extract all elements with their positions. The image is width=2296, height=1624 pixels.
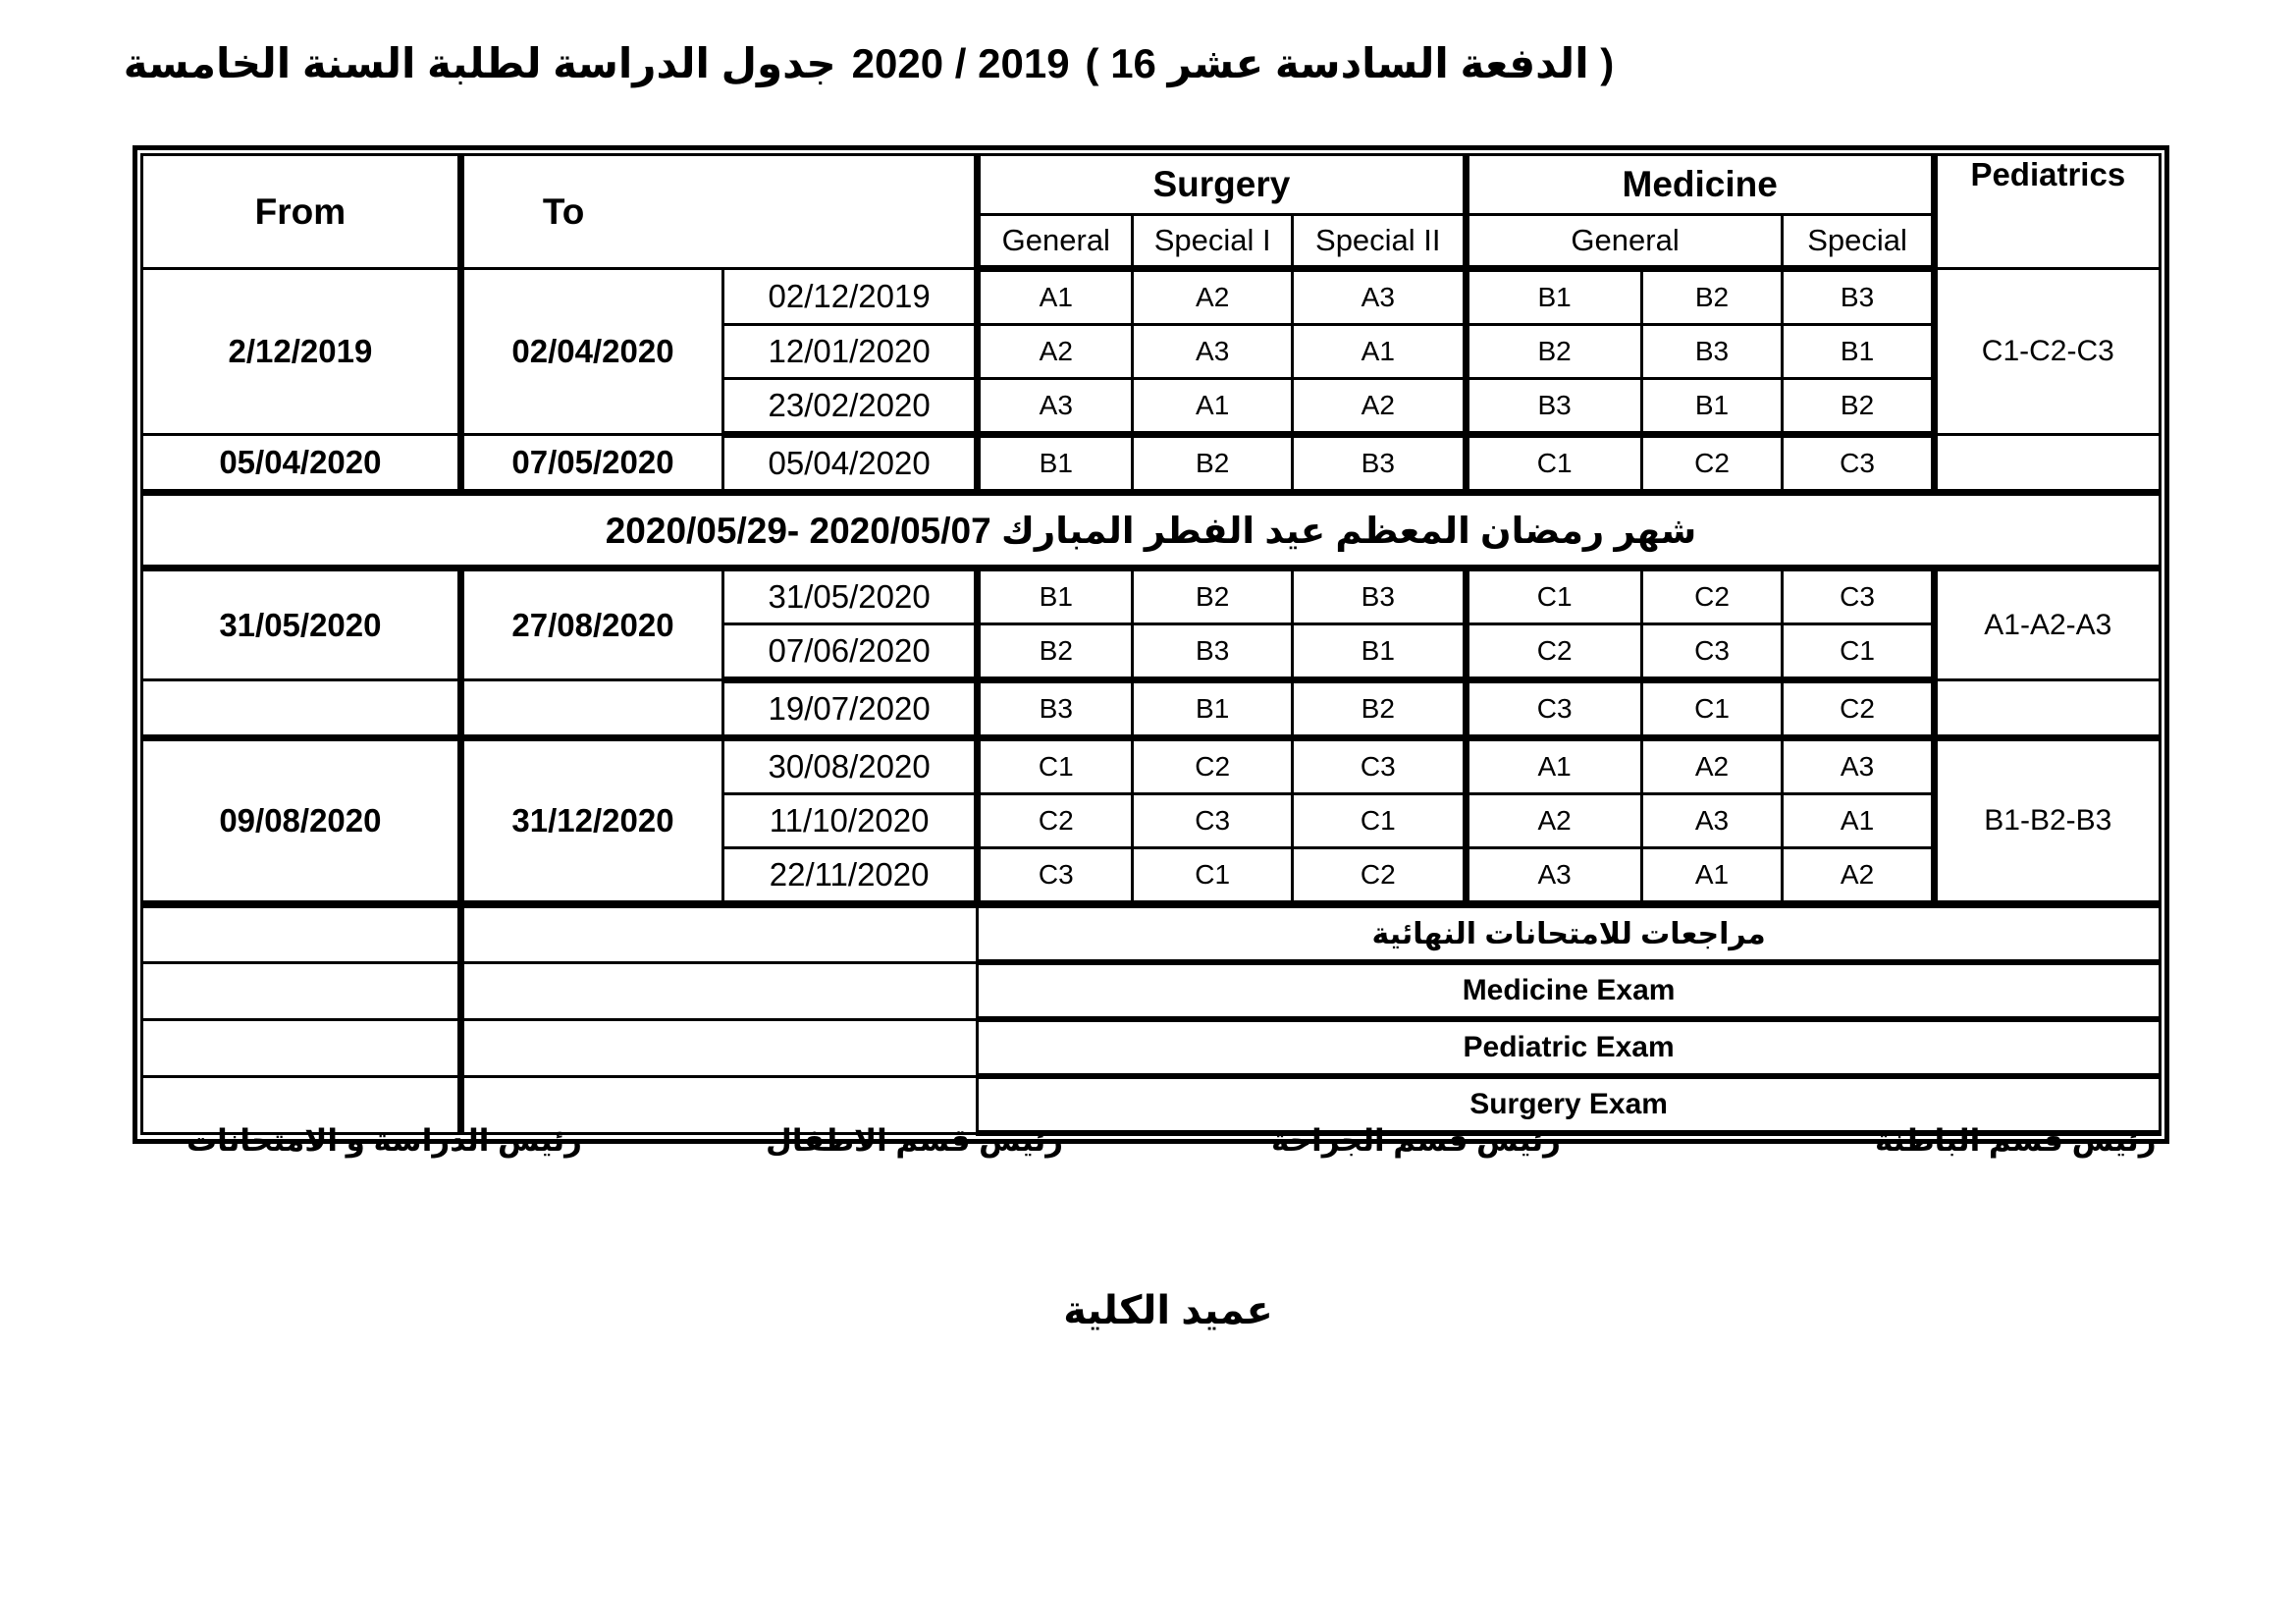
schedule-table-border: [133, 145, 2169, 1144]
header-surgery-special2: Special II: [1292, 215, 1466, 269]
rotation-date-cell: 19/07/2020: [723, 680, 978, 738]
from-date-cell: 31/05/2020: [142, 568, 461, 680]
empty-cell: [142, 962, 461, 1019]
page-title: [0, 39, 1737, 87]
header-to: To: [460, 155, 977, 269]
group-cell: A2: [1292, 379, 1466, 435]
header-medicine: Medicine: [1466, 155, 1934, 215]
header-surgery-general: General: [978, 215, 1133, 269]
group-cell: A1: [1292, 325, 1466, 379]
rotation-date-cell: 05/04/2020: [723, 435, 978, 493]
group-cell: C2: [1466, 624, 1641, 680]
title-years: 2020 / 2019: [851, 40, 1070, 86]
group-cell: A2: [1641, 738, 1783, 794]
signature-study-exams-head: رئيس الدراسة و الامتحانات: [187, 1123, 582, 1158]
group-cell: A3: [1292, 269, 1466, 325]
group-cell: C2: [1641, 568, 1783, 624]
group-cell: B1: [978, 568, 1133, 624]
exam-label-cell: Pediatric Exam: [978, 1019, 2161, 1076]
rotation-date-cell: 22/11/2020: [723, 848, 978, 905]
header-medicine-special: Special: [1783, 215, 1934, 269]
group-cell: A2: [1783, 848, 1934, 905]
to-date-cell: 31/12/2020: [460, 738, 722, 905]
pediatrics-group-cell: [1934, 680, 2160, 738]
to-date-cell: 02/04/2020: [460, 269, 722, 435]
group-cell: B3: [1133, 624, 1292, 680]
header-from: From: [142, 155, 461, 269]
group-cell: B2: [1133, 568, 1292, 624]
group-cell: C1: [1133, 848, 1292, 905]
group-cell: A2: [1466, 794, 1641, 848]
group-cell: C3: [978, 848, 1133, 905]
header-medicine-general: General: [1466, 215, 1783, 269]
from-date-cell: 09/08/2020: [142, 738, 461, 905]
group-cell: B2: [978, 624, 1133, 680]
rotation-date-cell: 02/12/2019: [723, 269, 978, 325]
group-cell: B1: [1641, 379, 1783, 435]
group-cell: C3: [1783, 568, 1934, 624]
group-cell: A3: [978, 379, 1133, 435]
pediatrics-group-cell: C1-C2-C3: [1934, 269, 2160, 435]
signature-surgery-head: رئيس قسم الجراحة: [1271, 1123, 1561, 1158]
group-cell: C1: [1783, 624, 1934, 680]
group-cell: B3: [1292, 568, 1466, 624]
header-pediatrics: Pediatrics: [1934, 155, 2160, 269]
dean-signature: عميد الكلية: [1063, 1289, 1273, 1332]
empty-cell: [460, 904, 977, 962]
group-cell: B1: [1292, 624, 1466, 680]
rotation-date-cell: 30/08/2020: [723, 738, 978, 794]
header-surgery: Surgery: [978, 155, 1467, 215]
group-cell: A3: [1641, 794, 1783, 848]
group-cell: C3: [1466, 680, 1641, 738]
rotation-date-cell: 12/01/2020: [723, 325, 978, 379]
from-date-cell: 2/12/2019: [142, 269, 461, 435]
from-date-cell: [142, 680, 461, 738]
group-cell: C2: [978, 794, 1133, 848]
group-cell: C1: [978, 738, 1133, 794]
group-cell: C1: [1466, 568, 1641, 624]
group-cell: C2: [1133, 738, 1292, 794]
group-cell: A1: [1783, 794, 1934, 848]
group-cell: C3: [1641, 624, 1783, 680]
group-cell: C2: [1783, 680, 1934, 738]
ramadan-note-cell: شهر رمضان المعظم عيد الفطر المبارك 2020/05/07 -2020/05/29: [142, 493, 2161, 568]
pediatrics-group-cell: A1-A2-A3: [1934, 568, 2160, 680]
group-cell: B1: [1466, 269, 1641, 325]
group-cell: B3: [978, 680, 1133, 738]
pediatrics-group-cell: B1-B2-B3: [1934, 738, 2160, 905]
group-cell: B3: [1641, 325, 1783, 379]
group-cell: A3: [1133, 325, 1292, 379]
header-surgery-special1: Special I: [1133, 215, 1292, 269]
empty-cell: [142, 1019, 461, 1076]
group-cell: C2: [1292, 848, 1466, 905]
rotation-date-cell: 23/02/2020: [723, 379, 978, 435]
rotation-date-cell: 11/10/2020: [723, 794, 978, 848]
to-date-cell: 07/05/2020: [460, 435, 722, 493]
group-cell: C2: [1641, 435, 1783, 493]
group-cell: B3: [1292, 435, 1466, 493]
group-cell: C1: [1641, 680, 1783, 738]
pediatrics-group-cell: [1934, 435, 2160, 493]
group-cell: C3: [1783, 435, 1934, 493]
empty-cell: [460, 1019, 977, 1076]
group-cell: A2: [978, 325, 1133, 379]
group-cell: A1: [1466, 738, 1641, 794]
empty-cell: [142, 904, 461, 962]
group-cell: A3: [1783, 738, 1934, 794]
group-cell: B2: [1133, 435, 1292, 493]
group-cell: B2: [1292, 680, 1466, 738]
group-cell: C1: [1292, 794, 1466, 848]
to-date-cell: [460, 680, 722, 738]
group-cell: C3: [1133, 794, 1292, 848]
group-cell: B1: [978, 435, 1133, 493]
exam-label-cell: Surgery Exam: [978, 1076, 2161, 1133]
group-cell: B1: [1783, 325, 1934, 379]
title-arabic-main: جدول الدراسة لطلبة السنة الخامسة: [123, 40, 836, 86]
from-date-cell: 05/04/2020: [142, 435, 461, 493]
group-cell: A3: [1466, 848, 1641, 905]
group-cell: B1: [1133, 680, 1292, 738]
group-cell: A1: [1133, 379, 1292, 435]
group-cell: B3: [1783, 269, 1934, 325]
schedule-table: [140, 153, 2162, 1136]
group-cell: B2: [1466, 325, 1641, 379]
group-cell: A1: [978, 269, 1133, 325]
empty-cell: [460, 962, 977, 1019]
group-cell: C1: [1466, 435, 1641, 493]
group-cell: B2: [1641, 269, 1783, 325]
exam-label-cell: Medicine Exam: [978, 962, 2161, 1019]
group-cell: B3: [1466, 379, 1641, 435]
group-cell: C3: [1292, 738, 1466, 794]
rotation-date-cell: 31/05/2020: [723, 568, 978, 624]
group-cell: B2: [1783, 379, 1934, 435]
group-cell: A1: [1641, 848, 1783, 905]
title-arabic-batch: ( الدفعة السادسة عشر 16 ): [1085, 40, 1615, 86]
rotation-date-cell: 07/06/2020: [723, 624, 978, 680]
signature-medicine-head: رئيس قسم الباطنة: [1875, 1123, 2157, 1158]
exam-review-cell: مراجعات للامتحانات النهائية: [978, 904, 2161, 962]
group-cell: A2: [1133, 269, 1292, 325]
to-date-cell: 27/08/2020: [460, 568, 722, 680]
signature-pediatrics-head: رئيس قسم الاطفال: [766, 1123, 1064, 1158]
